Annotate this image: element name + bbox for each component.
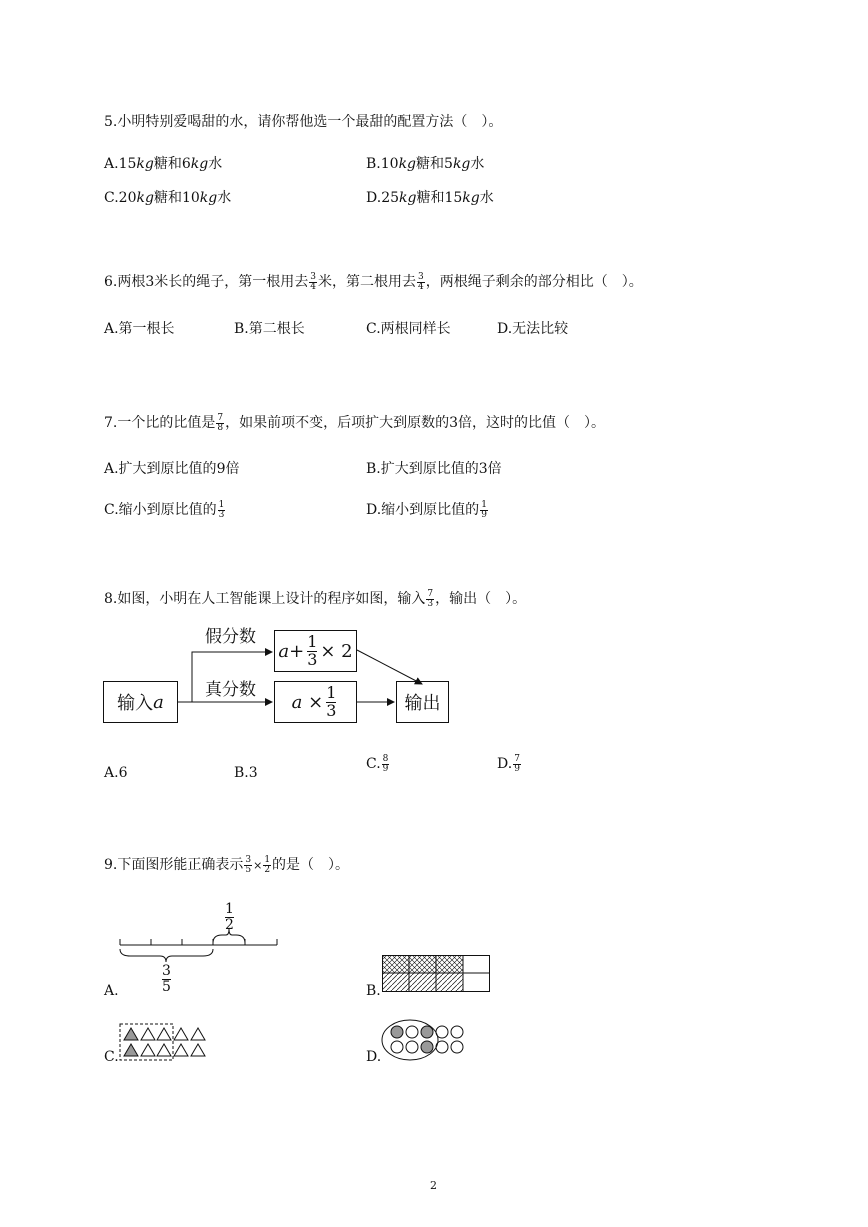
text: A.扩大到原比值的 <box>104 461 217 477</box>
numerator: 1 <box>218 499 225 510</box>
number: 3 <box>478 461 488 477</box>
q9-stem <box>104 855 349 876</box>
denominator: 2 <box>264 864 271 875</box>
denominator: 2 <box>225 916 234 933</box>
denominator: 4 <box>418 281 424 292</box>
number: 25 <box>381 190 400 206</box>
fraction <box>326 682 337 720</box>
text: 倍 <box>225 461 240 477</box>
option-letter: C. <box>104 190 119 206</box>
number: 6 <box>181 156 191 172</box>
proper-fraction-label: 真分数 <box>205 680 256 700</box>
numerator: 7 <box>217 412 224 423</box>
option-letter: B. <box>234 765 249 781</box>
numerator: 3 <box>310 271 317 282</box>
unit: kg <box>190 156 209 172</box>
numerator: 3 <box>162 963 171 979</box>
text: 米，第二根用去 <box>318 274 417 290</box>
variable: a <box>153 691 164 713</box>
times-sign: × <box>308 691 324 713</box>
text: 水 <box>479 190 494 206</box>
q6-option-d[interactable]: D.无法比较 <box>497 321 569 337</box>
text: ，如果前项不变，后项扩大到原数的 <box>225 415 450 431</box>
numerator: 8 <box>382 753 389 764</box>
q9-a-number-line <box>112 895 292 995</box>
text: 倍，这时的比值（ ）。 <box>458 415 606 431</box>
unit: kg <box>399 190 417 206</box>
option-letter: C. <box>366 756 381 772</box>
numerator: 3 <box>245 854 252 865</box>
q5-stem: 5.小明特别爱喝甜的水，请你帮他选一个最甜的配置方法（ ）。 <box>104 114 503 130</box>
option-letter: A. <box>104 156 119 172</box>
proper-operation-box <box>274 681 357 723</box>
fraction <box>513 755 521 774</box>
q8-option-a[interactable] <box>104 766 127 780</box>
path-top-to-output <box>357 650 422 684</box>
text: ，两根绳子剩余的部分相比（ ）。 <box>425 274 643 290</box>
input-label: 输入 <box>117 693 154 714</box>
plus-sign: + <box>289 640 305 662</box>
number: 10 <box>181 190 200 206</box>
denominator: 9 <box>481 509 487 520</box>
q6-option-b[interactable]: B.第二根长 <box>234 321 305 337</box>
option-letter: B. <box>366 156 381 172</box>
fraction <box>244 856 252 875</box>
number: 5 <box>444 156 453 172</box>
q9-option-a-letter[interactable]: A. <box>104 983 119 999</box>
unit: kg <box>462 190 480 206</box>
text: 6.两根 <box>104 274 146 290</box>
text: 糖和 <box>416 190 445 206</box>
text: D.缩小到原比值的 <box>366 502 480 518</box>
page-number: 2 <box>430 1179 437 1192</box>
text: 水 <box>208 156 223 172</box>
q9-option-c-letter[interactable]: C. <box>104 1049 119 1065</box>
number: 3 <box>449 415 459 431</box>
times-sign: × <box>253 859 263 872</box>
text: ，输出（ ）。 <box>435 591 527 607</box>
text: 倍 <box>487 461 502 477</box>
improper-operation-box <box>274 630 357 672</box>
numerator: 1 <box>481 499 487 510</box>
value: 3 <box>248 765 258 781</box>
option-letter: D. <box>497 756 513 772</box>
unit: kg <box>398 156 417 172</box>
numerator: 3 <box>418 271 424 282</box>
variable: a <box>291 691 303 713</box>
numerator: 1 <box>307 631 318 651</box>
numerator: 7 <box>514 753 520 764</box>
option-letter: D. <box>366 190 382 206</box>
unit: kg <box>199 190 218 206</box>
numerator: 1 <box>326 682 337 702</box>
q8-option-c[interactable] <box>366 754 390 774</box>
text: 的是（ ）。 <box>272 857 350 873</box>
value: 6 <box>118 765 128 781</box>
text: 糖和 <box>153 156 182 172</box>
text: 9.下面图形能正确表示 <box>104 857 244 873</box>
q9-option-d-letter[interactable]: D. <box>366 1049 382 1065</box>
unit: kg <box>136 156 154 172</box>
text: 水 <box>470 156 485 172</box>
q6-option-a[interactable]: A.第一根长 <box>104 321 175 337</box>
denominator: 9 <box>382 763 389 774</box>
improper-fraction-label: 假分数 <box>205 627 256 647</box>
variable: a <box>278 640 290 662</box>
text: 8.如图，小明在人工智能课上设计的程序如图，输入 <box>104 591 426 607</box>
text: 米长的绳子，第一根用去 <box>154 274 309 290</box>
number: 3 <box>145 274 155 290</box>
fraction <box>162 964 171 994</box>
unit: kg <box>136 190 154 206</box>
numerator: 1 <box>264 854 271 865</box>
denominator: 9 <box>514 763 520 774</box>
text: 7.一个比的比值是 <box>104 415 216 431</box>
denominator: 8 <box>217 422 224 433</box>
q9-d-circles <box>380 1018 480 1063</box>
q9-b-grid <box>382 955 492 995</box>
option-letter: A. <box>104 765 119 781</box>
fraction <box>382 755 390 774</box>
fraction <box>263 856 271 875</box>
fraction <box>225 902 234 932</box>
q6-option-c[interactable]: C.两根同样长 <box>366 321 451 337</box>
numerator: 7 <box>427 588 434 599</box>
text: C.缩小到原比值的 <box>104 502 217 518</box>
denominator: 5 <box>162 978 171 995</box>
q9-a-half-label <box>222 902 237 932</box>
denominator: 5 <box>245 864 252 875</box>
denominator: 3 <box>307 649 318 669</box>
number: 10 <box>380 156 399 172</box>
fraction <box>307 631 318 669</box>
input-box <box>103 681 178 723</box>
q8-option-d[interactable] <box>497 754 522 774</box>
unit: kg <box>452 156 471 172</box>
output-box: 输出 <box>396 681 449 723</box>
text: 糖和 <box>416 156 445 172</box>
q8-option-b[interactable] <box>234 766 258 780</box>
denominator: 3 <box>427 598 434 609</box>
numerator: 1 <box>225 901 234 917</box>
number: 9 <box>216 461 226 477</box>
text: 糖和 <box>153 190 182 206</box>
number: 15 <box>118 156 137 172</box>
text: B.扩大到原比值的 <box>366 461 479 477</box>
number: 15 <box>444 190 463 206</box>
q9-c-triangles <box>118 1023 228 1063</box>
number: 20 <box>118 190 137 206</box>
q9-a-three-fifths-label <box>159 964 174 994</box>
denominator: 3 <box>326 700 337 720</box>
denominator: 4 <box>310 281 317 292</box>
text: 水 <box>217 190 232 206</box>
times-two: × 2 <box>320 640 353 662</box>
q9-option-b-letter[interactable]: B. <box>366 983 381 999</box>
denominator: 3 <box>218 509 225 520</box>
